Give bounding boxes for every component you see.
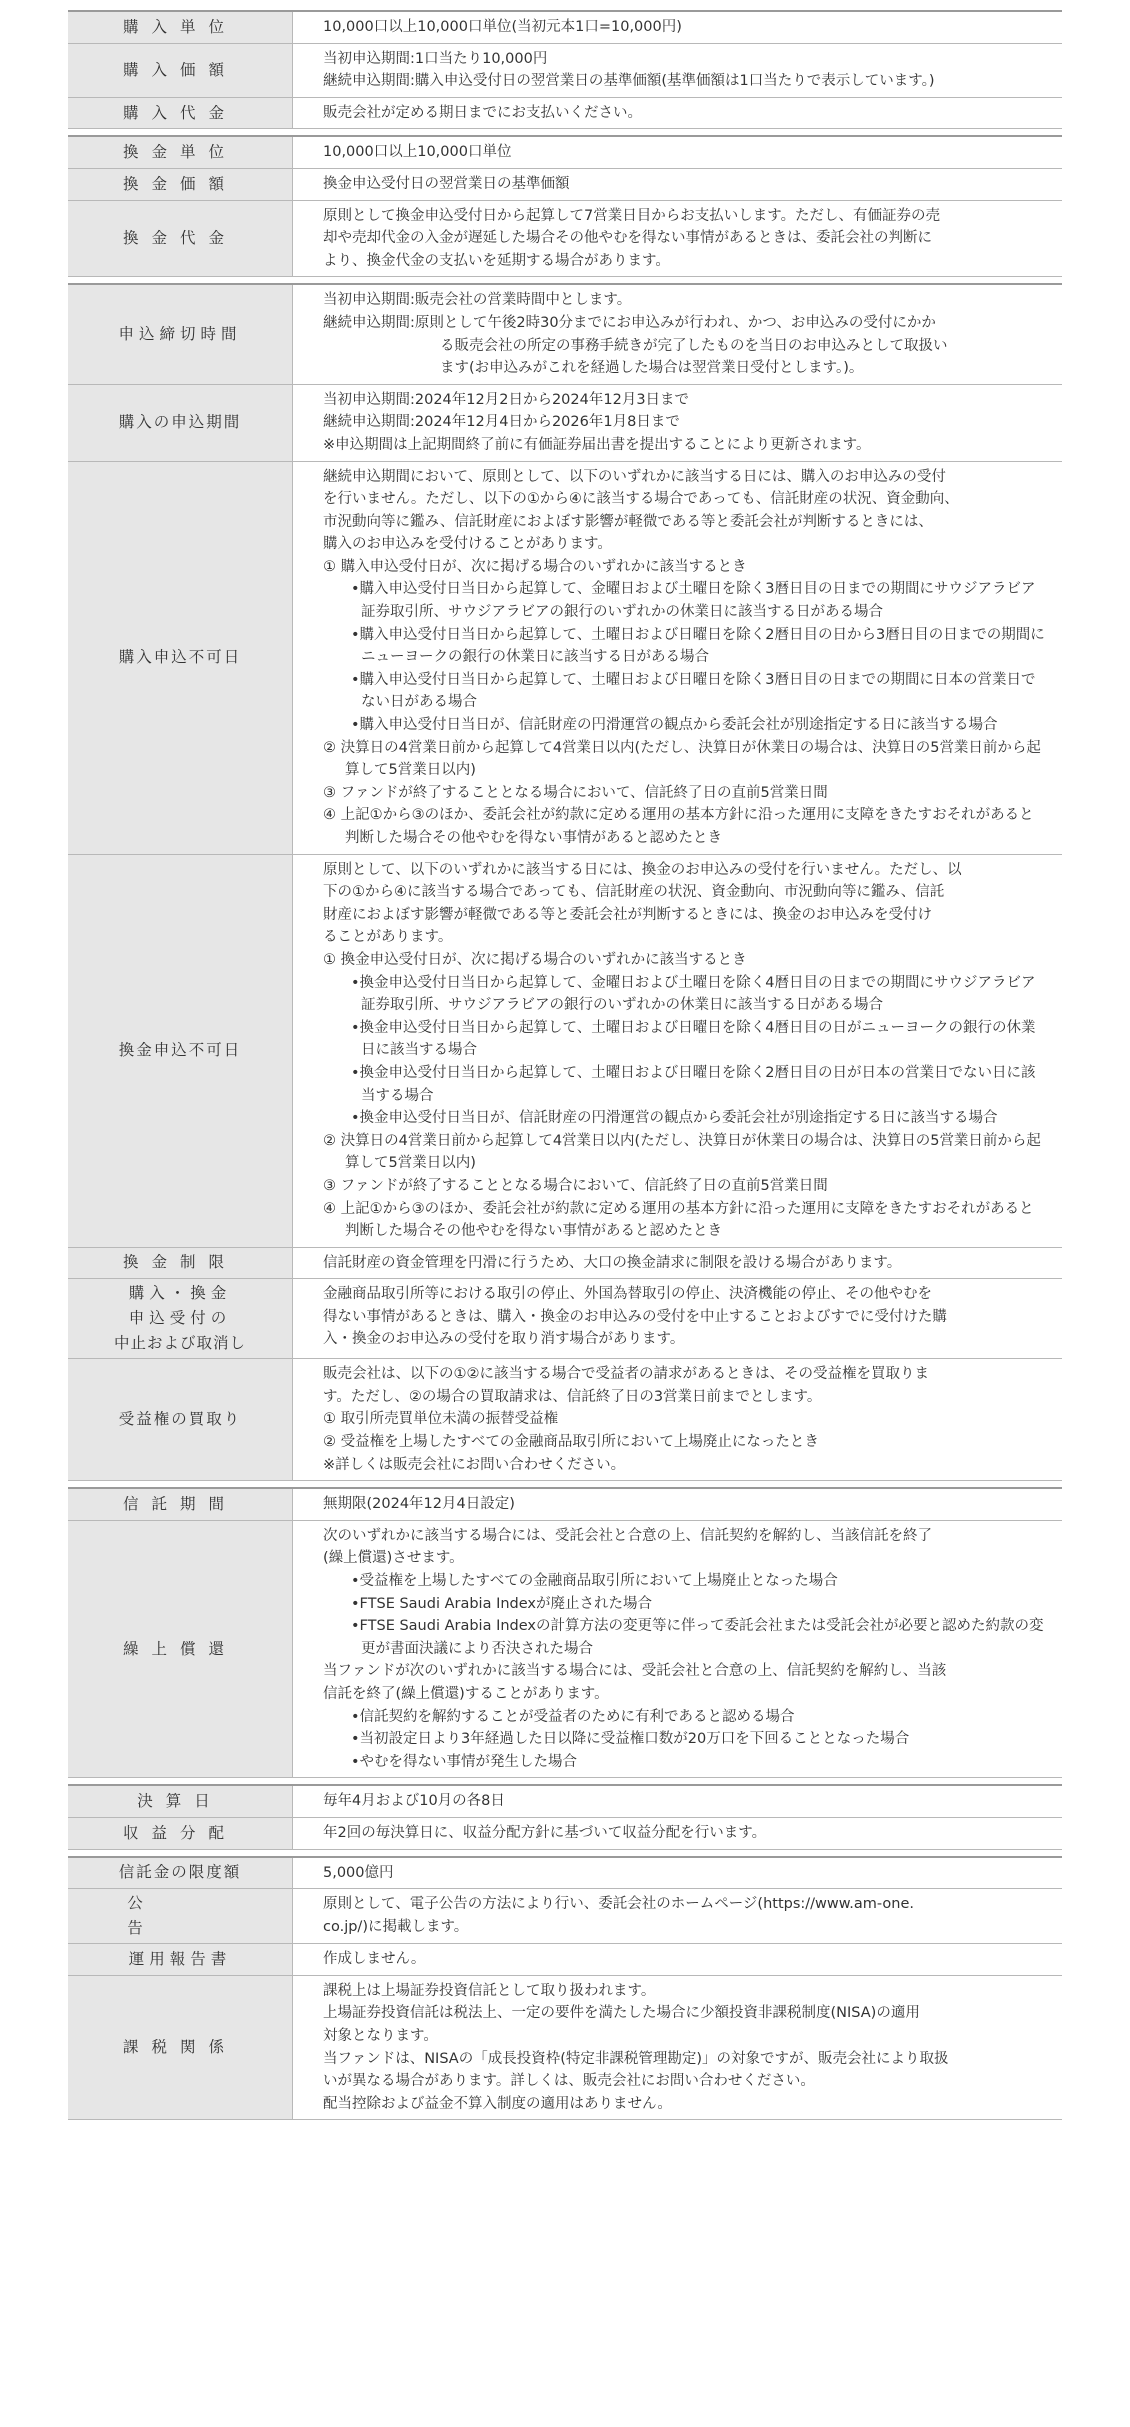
label: 購入単位 xyxy=(68,12,293,43)
value xyxy=(293,12,1062,43)
text-line: 原則として、電子公告の方法により行い、委託会社のホームページ(https://www.am-one. xyxy=(323,1896,915,1913)
row-purchase-unit xyxy=(68,10,1062,43)
label: 換金単位 xyxy=(68,137,293,168)
label: 決算日 xyxy=(68,1786,293,1817)
text-line: ② 受益権を上場したすべての金融商品取引所において上場廃止になったとき xyxy=(323,1434,819,1451)
list-item: ③ ファンドが終了することとなる場合において、信託終了日の直前5営業日間 xyxy=(323,1177,828,1194)
text-line: 配当控除および益金不算入制度の適用はありません。 xyxy=(323,2095,672,2112)
label-line: 購入・換金 xyxy=(128,1284,232,1303)
text-line: いが異なる場合があります。詳しくは、販売会社にお問い合わせください。 xyxy=(323,2073,815,2090)
text-line: 10,000口以上10,000口単位(当初元本1口=10,000円) xyxy=(323,19,682,35)
row-report xyxy=(68,1943,1062,1975)
label: 購入申込不可日 xyxy=(68,462,293,854)
text-line: 当初申込期間:販売会社の営業時間中とします。 xyxy=(323,292,632,309)
text-line: 原則として換金申込受付日から起算して7営業日目からお支払いします。ただし、有価証券の売 xyxy=(323,207,941,224)
value xyxy=(293,98,1062,129)
label: 購入代金 xyxy=(68,98,293,129)
label: 運用報告書 xyxy=(68,1944,293,1975)
row-purchase-price xyxy=(68,43,1062,97)
bullet-item: •信託契約を解約することが受益者のために有利であると認める場合 xyxy=(351,1708,795,1725)
text-line: ※詳しくは販売会社にお問い合わせください。 xyxy=(323,1456,626,1473)
label: 換金申込不可日 xyxy=(68,855,293,1247)
value xyxy=(293,1359,1062,1480)
value xyxy=(293,385,1062,461)
text-line: 換金申込受付日の翌営業日の基準価額 xyxy=(323,175,570,192)
value xyxy=(293,1858,1062,1889)
value xyxy=(293,1489,1062,1520)
bullet-item: •換金申込受付日当日が、信託財産の円滑運営の観点から委託会社が別途指定する日に該当する場合 xyxy=(351,1110,998,1127)
text-line: 作成しません。 xyxy=(323,1951,426,1968)
value xyxy=(293,1818,1062,1849)
label: 受益権の買取り xyxy=(68,1359,293,1480)
value xyxy=(293,1976,1062,2120)
text-line: 金融商品取引所等における取引の停止、外国為替取引の停止、決済機能の停止、その他やむを xyxy=(323,1286,932,1303)
row-cutoff-time xyxy=(68,283,1062,383)
text-line: 財産におよぼす影響が軽微である等と委託会社が判断するときには、換金のお申込みを受付け xyxy=(323,906,932,923)
bullet-item: •当初設定日より3年経過した日以降に受益権口数が20万口を下回ることとなった場合 xyxy=(351,1731,910,1748)
row-distribution xyxy=(68,1817,1062,1850)
label: 繰上償還 xyxy=(68,1521,293,1778)
row-early-redemption xyxy=(68,1520,1062,1779)
text-line: 毎年4月および10月の各8日 xyxy=(323,1793,505,1810)
bullet-item: •購入申込受付日当日から起算して、土曜日および日曜日を除く3暦日目の日までの期間に日本の営業日でない日がある場合 xyxy=(351,671,1036,711)
text-line: 継続申込期間:購入申込受付日の翌営業日の基準価額(基準価額は1口当たりで表示しています。) xyxy=(323,73,935,90)
text-line: 継続申込期間において、原則として、以下のいずれかに該当する日には、購入のお申込みの受付 xyxy=(323,468,946,485)
value xyxy=(293,1248,1062,1279)
text-line: 課税上は上場証券投資信託として取り扱われます。 xyxy=(323,1982,656,1999)
row-purchase-closed-days xyxy=(68,461,1062,854)
text-line: 無期限(2024年12月4日設定) xyxy=(323,1496,515,1513)
row-taxation xyxy=(68,1975,1062,2121)
label: 換金価額 xyxy=(68,169,293,200)
text-line: 販売会社が定める期日までにお支払いください。 xyxy=(323,104,642,121)
text-line: 5,000億円 xyxy=(323,1864,394,1881)
bullet-item: •FTSE Saudi Arabia Indexの計算方法の変更等に伴って委託会社または受託会社が必要と認めた約款の変更が書面決議により否決された場合 xyxy=(351,1618,1044,1657)
text-line: (繰上償還)させます。 xyxy=(323,1550,464,1567)
text-line: 対象となります。 xyxy=(323,2027,438,2044)
text-line: 10,000口以上10,000口単位 xyxy=(323,144,512,161)
row-public-notice xyxy=(68,1888,1062,1943)
label xyxy=(68,1279,293,1358)
text-line: る販売会社の所定の事務手続きが完了したものを当日のお申込みとして取扱い xyxy=(440,337,948,354)
fund-terms-table xyxy=(68,10,1062,2120)
list-item: ② 決算日の4営業日前から起算して4営業日以内(ただし、決算日が休業日の場合は、決算日の5営業日前から起算して5営業日以内) xyxy=(323,1132,1041,1172)
text-line: 信託を終了(繰上償還)することがあります。 xyxy=(323,1686,609,1702)
row-redemption-payment xyxy=(68,200,1062,278)
value xyxy=(293,1889,1062,1943)
text-line: ることがあります。 xyxy=(323,929,453,946)
text-line: 販売会社は、以下の①②に該当する場合で受益者の請求があるときは、その受益権を買取りま xyxy=(323,1366,929,1383)
label-line: 申込受付の xyxy=(128,1309,232,1328)
value xyxy=(293,44,1062,97)
row-redemption-price xyxy=(68,168,1062,200)
text-line: 上場証券投資信託は税法上、一定の要件を満たした場合に少額投資非課税制度(NISA)の適用 xyxy=(323,2005,920,2022)
row-redemption-unit xyxy=(68,135,1062,168)
row-trust-period xyxy=(68,1487,1062,1520)
list-item: ② 決算日の4営業日前から起算して4営業日以内(ただし、決算日が休業日の場合は、決算日の5営業日前から起算して5営業日以内) xyxy=(323,739,1041,779)
text-line: 入・換金のお申込みの受付を取り消す場合があります。 xyxy=(323,1331,685,1348)
label: 公告 xyxy=(68,1889,293,1943)
value xyxy=(293,1521,1062,1778)
label: 換金制限 xyxy=(68,1248,293,1279)
bullet-item: •購入申込受付日当日から起算して、土曜日および日曜日を除く2暦日目の日から3暦日目の日までの期間にニューヨークの銀行の休業日に該当する日がある場合 xyxy=(351,626,1045,666)
bullet-item: •FTSE Saudi Arabia Indexが廃止された場合 xyxy=(351,1595,653,1612)
text-line: 信託財産の資金管理を円滑に行うため、大口の換金請求に制限を設ける場合があります。 xyxy=(323,1254,902,1271)
text-line: 購入のお申込みを受付けることがあります。 xyxy=(323,536,612,553)
bullet-item: •換金申込受付日当日から起算して、土曜日および日曜日を除く2暦日目の日が日本の営業日でない日に該当する場合 xyxy=(351,1064,1036,1104)
list-item: ④ 上記①から③のほか、委託会社が約款に定める運用の基本方針に沿った運用に支障をきたすおそれがあると判断した場合その他やむを得ない事情があると認めたとき xyxy=(323,807,1034,846)
list-item: ③ ファンドが終了することとなる場合において、信託終了日の直前5営業日間 xyxy=(323,784,828,801)
text-line: 得ない事情があるときは、購入・換金のお申込みの受付を中止することおよびすでに受付けた購 xyxy=(323,1308,947,1325)
bullet-item: •受益権を上場したすべての金融商品取引所において上場廃止となった場合 xyxy=(351,1573,838,1590)
label: 換金代金 xyxy=(68,201,293,277)
row-purchase-period xyxy=(68,384,1062,461)
text-line: ※申込期間は上記期間終了前に有価証券届出書を提出することにより更新されます。 xyxy=(323,436,871,453)
list-item: ④ 上記①から③のほか、委託会社が約款に定める運用の基本方針に沿った運用に支障をきたすおそれがあると判断した場合その他やむを得ない事情があると認めたとき xyxy=(323,1200,1034,1240)
row-trust-limit xyxy=(68,1856,1062,1889)
text-line: 当初申込期間:1口当たり10,000円 xyxy=(323,50,548,67)
text-line: 下の①から④に該当する場合であっても、信託財産の状況、資金動向、市況動向等に鑑み、信託 xyxy=(323,884,945,901)
row-settlement-date xyxy=(68,1784,1062,1817)
text-line: ます(お申込みがこれを経過した場合は翌営業日受付とします。)。 xyxy=(440,360,864,377)
row-purchase-payment xyxy=(68,97,1062,130)
value xyxy=(293,137,1062,168)
text-line: 市況動向等に鑑み、信託財産におよぼす影響が軽微である等と委託会社が判断するときには、 xyxy=(323,513,933,530)
row-redemption-closed-days xyxy=(68,854,1062,1247)
value xyxy=(293,1944,1062,1975)
text-line: 当ファンドは、NISAの「成長投資枠(特定非課税管理勘定)」の対象ですが、販売会社により取扱 xyxy=(323,2050,949,2067)
value xyxy=(293,855,1062,1247)
text-line: より、換金代金の支払いを延期する場合があります。 xyxy=(323,252,670,269)
value xyxy=(293,201,1062,277)
value xyxy=(293,169,1062,200)
text-line: 継続申込期間:2024年12月4日から2026年1月8日まで xyxy=(323,414,680,431)
label: 信託期間 xyxy=(68,1489,293,1520)
bullet-item: •やむを得ない事情が発生した場合 xyxy=(351,1753,578,1770)
text-line: 当ファンドが次のいずれかに該当する場合には、受託会社と合意の上、信託契約を解約し、当該 xyxy=(323,1663,947,1680)
label: 課税関係 xyxy=(68,1976,293,2120)
label: 購入の申込期間 xyxy=(68,385,293,461)
text-line: 次のいずれかに該当する場合には、受託会社と合意の上、信託契約を解約し、当該信託を終了 xyxy=(323,1527,932,1544)
bullet-item: •購入申込受付日当日が、信託財産の円滑運営の観点から委託会社が別途指定する日に該当する場合 xyxy=(351,717,998,734)
bullet-item: •換金申込受付日当日から起算して、土曜日および日曜日を除く4暦日目の日がニューヨークの銀行の休業日に該当する場合 xyxy=(351,1019,1036,1059)
text-line: 原則として、以下のいずれかに該当する日には、換金のお申込みの受付を行いません。ただし、以 xyxy=(323,861,962,878)
label: 購入価額 xyxy=(68,44,293,97)
row-suspension xyxy=(68,1278,1062,1358)
text-line: 当初申込期間:2024年12月2日から2024年12月3日まで xyxy=(323,391,690,408)
label: 申込締切時間 xyxy=(68,285,293,383)
text-line: 継続申込期間:原則として午後2時30分までにお申込みが行われ、かつ、お申込みの受付にかか xyxy=(323,314,936,331)
label: 収益分配 xyxy=(68,1818,293,1849)
list-item: ① 購入申込受付日が、次に掲げる場合のいずれかに該当するとき xyxy=(323,558,747,575)
value xyxy=(293,462,1062,854)
label: 信託金の限度額 xyxy=(68,1858,293,1889)
row-repurchase xyxy=(68,1358,1062,1481)
text-line: 却や売却代金の入金が遅延した場合その他やむを得ない事情があるときは、委託会社の判断に xyxy=(323,230,932,247)
text-line: co.jp/)に掲載します。 xyxy=(323,1918,469,1935)
text-line: を行いません。ただし、以下の①から④に該当する場合であっても、信託財産の状況、資金動向、 xyxy=(323,491,959,508)
value xyxy=(293,285,1062,383)
value xyxy=(293,1279,1062,1358)
bullet-item: •換金申込受付日当日から起算して、金曜日および土曜日を除く4暦日目の日までの期間にサウジアラビア証券取引所、サウジアラビアの銀行のいずれかの休業日に該当する日がある場合 xyxy=(351,974,1036,1014)
value xyxy=(293,1786,1062,1817)
label-line: 中止および取消し xyxy=(113,1334,246,1353)
text-line: す。ただし、②の場合の買取請求は、信託終了日の3営業日前までとします。 xyxy=(323,1388,822,1405)
list-item: ① 換金申込受付日が、次に掲げる場合のいずれかに該当するとき xyxy=(323,951,747,968)
text-line: 年2回の毎決算日に、収益分配方針に基づいて収益分配を行います。 xyxy=(323,1824,767,1841)
text-line: ① 取引所売買単位未満の振替受益権 xyxy=(323,1411,559,1428)
bullet-item: •購入申込受付日当日から起算して、金曜日および土曜日を除く3暦日目の日までの期間にサウジアラビア証券取引所、サウジアラビアの銀行のいずれかの休業日に該当する日がある場合 xyxy=(351,581,1036,621)
row-redemption-limit xyxy=(68,1247,1062,1279)
